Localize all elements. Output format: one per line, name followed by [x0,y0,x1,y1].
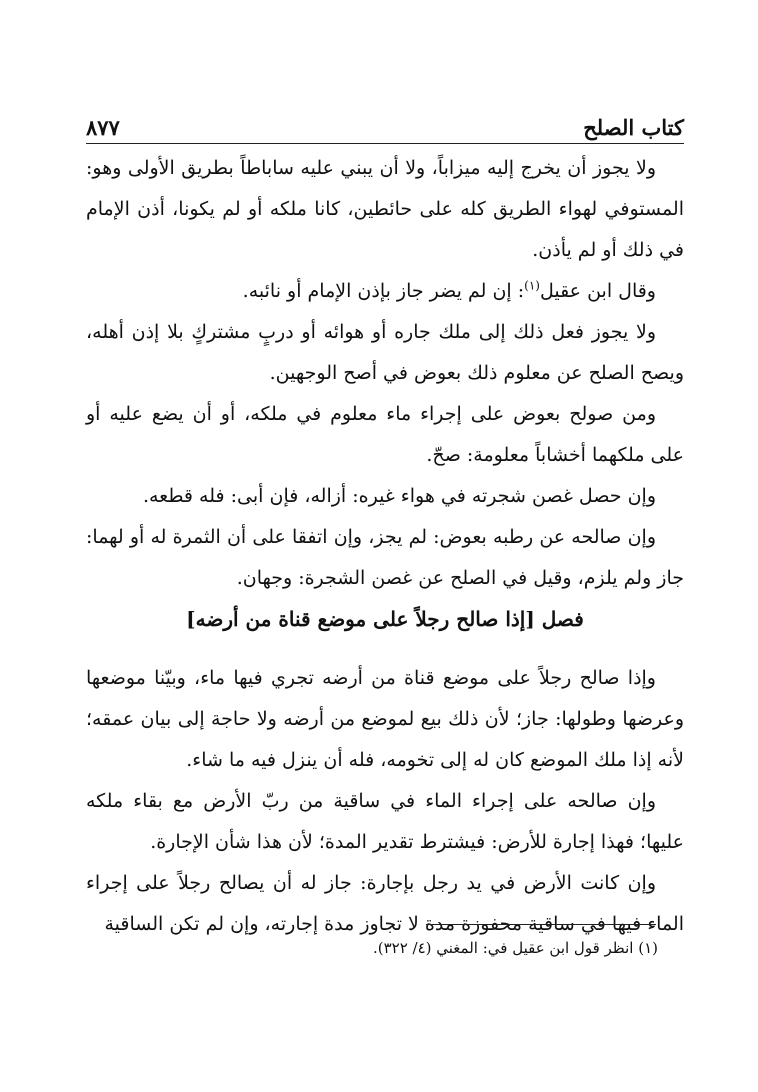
chapter-title: كتاب الصلح [583,115,684,140]
footnote: (١) انظر قول ابن عقيل في: المغني (٤/ ٣٢٢). [372,939,658,957]
paragraph: وإذا صالح رجلاً على موضع قناة من أرضه تجري فيها ماء، وبيّنا موضعها وعرضها وطولها: جاز؛ لأن ذلك بيع لموضع من أرضه ولا حاجة إلى بيان عمقه؛ لأنه إذا ملك الموضع كان له إلى تخومه، فله أن ينزل فيه ما شاء. [86,667,684,771]
paragraph: ولا يجوز فعل ذلك إلى ملك جاره أو هوائه أو دربٍ مشتركٍ بلا إذن أهله، ويصح الصلح عن معلوم ذلك بعوض في أصح الوجهين. [86,321,684,384]
section-heading: فصل [إذا صالح رجلاً على موضع قناة من أرضه] [186,607,584,631]
paragraph: وإن كانت الأرض في يد رجل بإجارة: جاز له أن يصالح رجلاً على إجراء الماء فيها في ساقية محفوزة مدة لا تجاوز مدة إجارته، وإن لم تكن الساقية [86,872,684,935]
footnote-rule [426,924,656,925]
paragraph: ومن صولح بعوض على إجراء ماء معلوم في ملكه، أو أن يضع عليه أو على ملكهما أخشاباً معلومة: صحّ. [86,403,684,466]
paragraph: وإن حصل غصن شجرته في هواء غيره: أزاله، فإن أبى: فله قطعه. [142,485,656,507]
paragraph: ولا يجوز أن يخرج إليه ميزاباً، ولا أن يبني عليه ساباطاً بطريق الأولى وهو: المستوفي لهواء الطريق كله على حائطين، كانا ملكه أو لم يكونا، أذن الإمام في ذلك أو لم يأذن. [86,157,684,261]
paragraph-text: : إن لم يضر جاز بإذن الإمام أو نائبه. [242,280,525,302]
paragraph-with-footnote [86,271,684,312]
paragraph-text: وقال ابن عقيل [539,280,656,302]
header-rule [86,143,684,144]
paragraph: وإن صالحه على إجراء الماء في ساقية من ربّ الأرض مع بقاء ملكه عليها؛ فهذا إجارة للأرض: فيشترط تقدير المدة؛ لأن هذا شأن الإجارة. [86,790,684,853]
main-text [86,148,684,945]
paragraph: وإن صالحه عن رطبه بعوض: لم يجز، وإن اتفقا على أن الثمرة له أو لهما: جاز ولم يلزم، وقيل في الصلح عن غصن الشجرة: وجهان. [86,526,684,589]
footnote-reference[interactable]: (١) [524,278,540,293]
page-number: ٨٧٧ [86,115,120,140]
page-header [86,106,684,140]
